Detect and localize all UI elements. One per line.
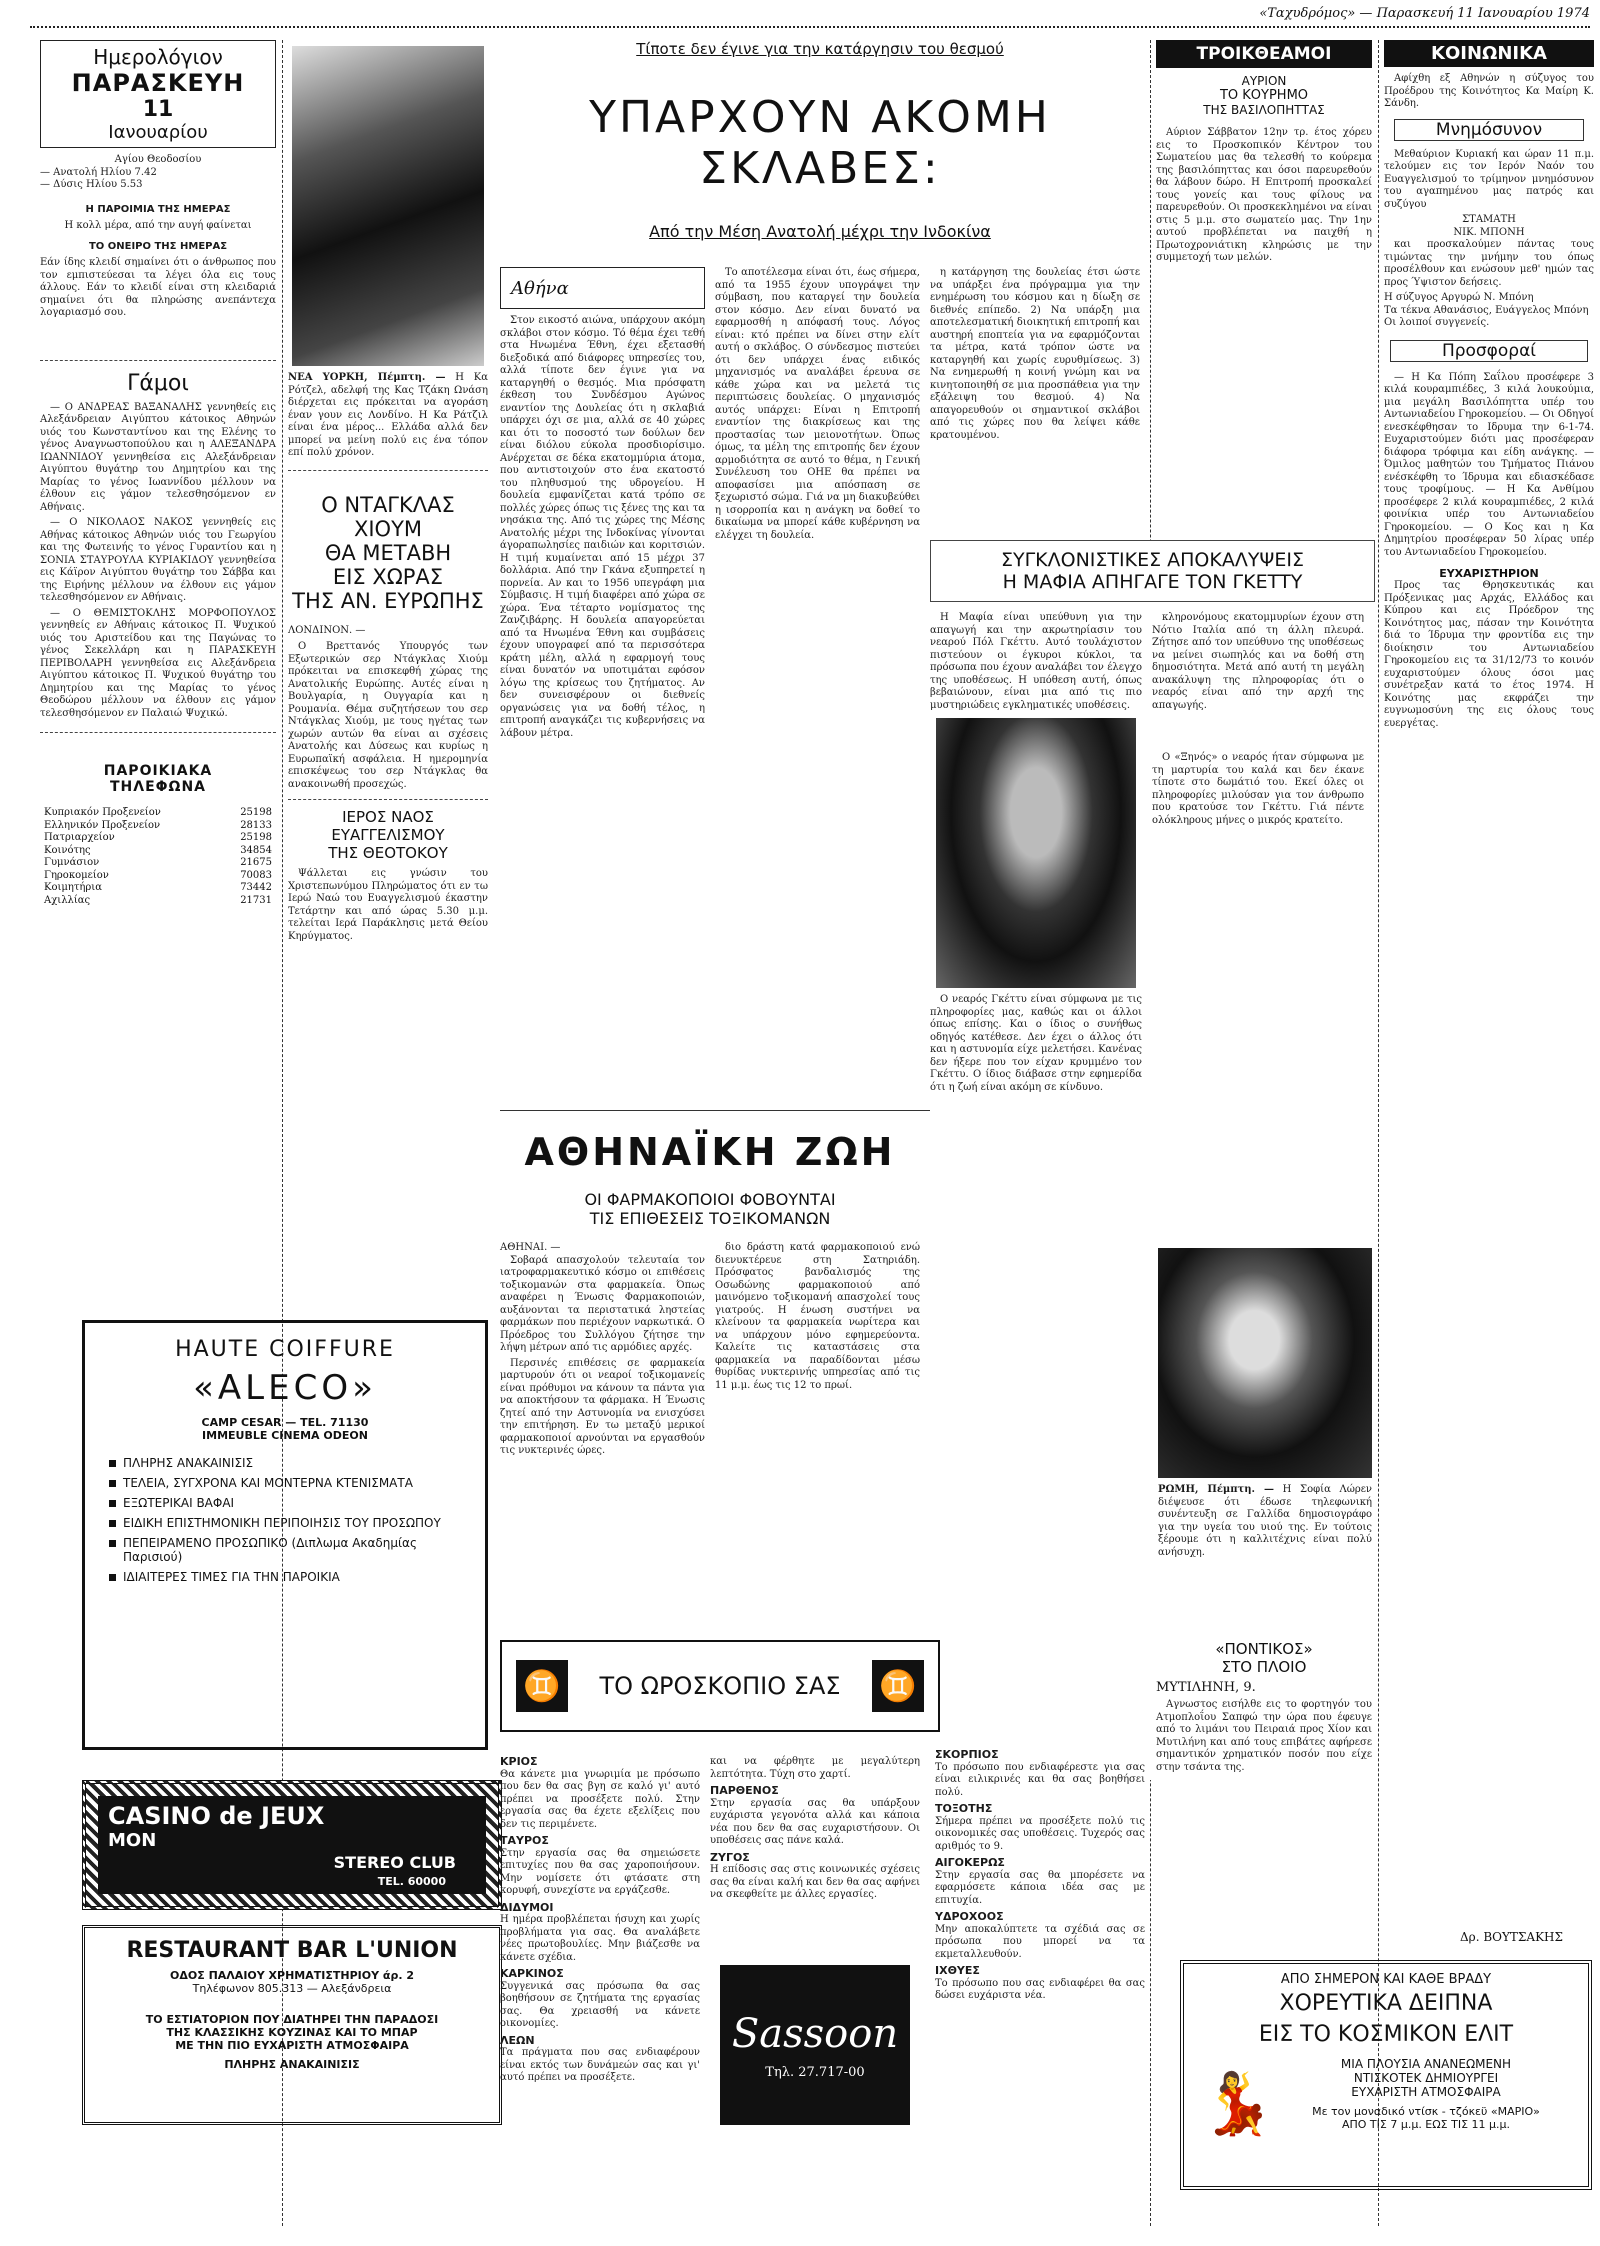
sign-heading: ΚΡΙΟΣ: [500, 1755, 538, 1768]
sign-heading: ΛΕΩΝ: [500, 2033, 535, 2047]
nyc-caption: [288, 372, 488, 460]
athens-life: [500, 1130, 920, 1456]
theater-line: ΤΗΣ ΒΑΣΙΛΟΠΗΤΤΑΣ: [1203, 103, 1325, 117]
church-title: ΕΥΑΓΓΕΛΙΣΜΟΥ: [331, 826, 445, 844]
main-col-2: [715, 267, 920, 743]
horoscope-title: ΤΟ ΩΡΟΣΚΟΠΙΟ ΣΑΣ: [599, 1672, 841, 1700]
xiouk-title: Ο ΝΤΑΓΚΛΑΣ: [321, 492, 455, 517]
memorial-signed: Οι λοιποί συγγενείς.: [1384, 317, 1490, 328]
memorial-body: [1384, 149, 1594, 330]
divider: [288, 470, 488, 471]
getty-photo: [936, 718, 1136, 988]
aleco-service: ΤΕΛΕΙΑ, ΣΥΓΧΡΟΝΑ ΚΑΙ ΜΟΝΤΕΡΝΑ ΚΤΕΝΙΣΜΑΤΑ: [105, 1476, 465, 1490]
divider: [288, 799, 488, 800]
mafia-text: [1152, 612, 1364, 712]
divider: [40, 732, 276, 733]
church-title: ΤΗΣ ΘΕΟΤΟΚΟΥ: [328, 844, 448, 862]
sign-text: Θα κάνετε μια γνωριμία με πρόσωπο που δεν θα σας βγη σε καλό γι' αυτό πρέπει να προσέξετε πολύ. Στην εργασία σας θα έχετε εξελίξεις που δεν τις περιμένετε.: [500, 1768, 700, 1830]
sassoon-brand: Sassoon: [731, 2010, 899, 2057]
phone-number: 34854: [240, 844, 272, 856]
aleco-service: ΕΙΔΙΚΗ ΕΠΙΣΤΗΜΟΝΙΚΗ ΠΕΡΙΠΟΙΗΣΙΣ ΤΟΥ ΠΡΟΣΩΠΟΥ: [105, 1516, 465, 1530]
pontic-subtitle: ΣΤΟ ΠΛΟΙΟ: [1221, 1658, 1307, 1676]
horoscope-banner: [500, 1640, 940, 1732]
athens-para: Σοβαρά απασχολούν τελευταία τον ιατροφαρμακευτικό κόσμο οι επιθέσεις τοξικομανών στα φαρμακεία. Όπως αναφέρει η Ένωσις Φαρμακοποιών, αυξάνονται τα περιστατικά ληστείας φαρμάκων που περιέχουν ναρκωτικά. Ο Πρόεδρος του Συλλόγου ζήτησε την λήψη μέτρων από τις αρμόδιες αρχές.: [500, 1254, 705, 1353]
memorial-heading: Μνημόσυνον: [1394, 119, 1584, 141]
restaurant-line: ΤΟ ΕΣΤΙΑΤΟΡΙΟΝ ΠΟΥ ΔΙΑΤΗΡΕΙ ΤΗΝ ΠΑΡΑΔΟΣΙ: [145, 2013, 439, 2026]
sign-text: Η επίδοσις σας στις κοινωνικές σχέσεις σας θα είναι καλή και δεν θα σας αφήνει να σκεφθείτε με άλλες εργασίες.: [710, 1864, 920, 1900]
column-rule: [1378, 40, 1379, 2226]
sign-text: Το πρόσωπο που σας ενδιαφέρει θα σας δώσει ευχάριστα νέα.: [935, 1977, 1145, 2001]
phones-list: [40, 807, 276, 907]
second-column: [288, 40, 488, 1300]
memorial-text: Μεθαύριον Κυριακή και ώραν 11 π.μ. τελούμεν εις τον Ιερόν Ναόν του Ευαγγελισμού το τρίμηνον μνημόσυνον του αγαπημένου μας πατρός και συζύγου: [1384, 148, 1594, 210]
athens-col-2: [715, 1242, 920, 1461]
sign-text: και να φέρθητε με μεγαλύτερη λεπτότητα. Τύχη στο χαρτί.: [710, 1756, 920, 1780]
marriages-title: Γάμοι: [127, 370, 189, 396]
main-col2-para: Το αποτέλεσμα είναι ότι, έως σήμερα, από τα 1955 έχουν υπογράψει την σύμβαση, που καταργεί την δουλεία στον κόσμο. Δεν είναι δυνατό να εφαρμοσθή η απόφασή τους. Λόγος είναι: κτό πρέπει να δίνει στην ελίτ αυτή ο σκλάβος. Ο σύνδεσμος πιστεύει ότι δεν υπάρχει ένας ειδικός μηχανισμός να αναλάβει έρευνα σε κάθε χώρα και να μελετά τις περιπτώσεις δουλείας. Ο μηχανισμός αυτός υπάρχει: Είναι η Επιτροπή εναντίον της διακρίσεως και της προστασίας των μειονοτήτων. Όπως όμως, τα μέλη της επιτροπής δεν έχουν αρμοδιότητα σε αυτό το θέμα, η Γενική Συνέλευση του ΟΗΕ θα πρέπει να αποφασίσει μια απόσπαση σε ξεχωριστό σώμα. Γιά να μη διακυβεύθει η ισορροπία και η ανάγκη να δοθεί το δικαίωμα να μπορεί κάθε κυβέρνηση να ελέγχει τη δουλεία.: [715, 267, 920, 541]
mafia-headline: ΣΥΓΚΛΟΝΙΣΤΙΚΕΣ ΑΠΟΚΑΛΥΨΕΙΣ: [1000, 549, 1305, 571]
donations-title: Προσφοραί: [1390, 340, 1588, 362]
phone-name: Πατριαρχείον: [44, 832, 115, 843]
memorial-name: ΣΤΑΜΑΤΗ: [1462, 214, 1516, 225]
nyc-caption-heading: ΝΕΑ ΥΟΡΚΗ, Πέμπτη. —: [288, 372, 446, 383]
athens-headline: ΟΙ ΦΑΡΜΑΚΟΠΟΙΟΙ ΦΟΒΟΥΝΤΑΙ: [584, 1190, 836, 1209]
sign-text: Μην αποκαλύπτετε τα σχέδιά σας σε πρόσωπα που μπορεί να τα εκμεταλλευθούν.: [935, 1923, 1145, 1960]
athens-para: Περσινές επιθέσεις σε φαρμακεία μαρτυρούν ότι οι νεαροί τοξικομανείς είναι πρόθυμοι να κάνουν τα πάντα για να αποκτήσουν τα φάρμακα. Η Ένωσις ζητεί από την Αστυνομία να ενισχύσει την επιτήρηση. Εν τω μεταξύ μερικοί φαρμακοποιοί αρνούνται να εργασθούν τις νυκτερινές ώρες.: [500, 1357, 705, 1456]
athens-headline: ΤΙΣ ΕΠΙΘΕΣΕΙΣ ΤΟΞΙΚΟΜΑΝΩΝ: [589, 1209, 831, 1228]
sign-heading: ΤΟΞΟΤΗΣ: [935, 1802, 993, 1815]
theater-column: [1156, 40, 1372, 540]
mafia-text: [930, 994, 1142, 1094]
horoscope-col-1: [500, 1752, 700, 2172]
calendar-date-num: 11: [142, 97, 174, 122]
xiouk-title: ΘΑ ΜΕΤΑΒΗ: [324, 540, 452, 565]
loren-photo: [1158, 1248, 1372, 1478]
marriage-item: — Ο ΝΙΚΟΛΑΟΣ ΝΑΚΟΣ γεννηθείς εις Αθήνας κάτοικος Αθηνών υιός του Γεωργίου και της Φωτεινής το γένος Γυραντίου και η ΣΟΝΙΑ ΣΤΑΥΡΟΥΛΑ ΚΥΡΙΑΚΙΔΟΥ γεννηθείσα εις Κάϊρον Αιγύπτου θυγάτηρ του Σάββα και της Ειρήνης μέλλουν να έλθουν εις γάμον τελεσθησόμενον εν Αθήναις.: [40, 517, 276, 603]
aleco-address2: IMMEUBLE CINEMA ODEON: [202, 1429, 368, 1442]
phone-name: Ελληνικόν Προξενείον: [44, 819, 161, 831]
xiouk-title: ΧΙΟΥΜ: [353, 516, 423, 541]
athens-columns: [500, 1242, 920, 1461]
mafia-text: [930, 612, 1142, 712]
pontic-dateline: ΜΥΤΙΛΗΝΗ, 9.: [1156, 1680, 1256, 1695]
sign-text: Η ημέρα προβλέπεται ήσυχη και χωρίς προβλήματα για σας. Θα αναλάβετε νέες πρωτοβουλίες. Μην βιάζεσθε να κάνετε σχέδια.: [500, 1914, 700, 1963]
calendar-details: [40, 154, 276, 320]
donations-signature: Δρ. ΒΟΥΤΣΑΚΗΣ: [1460, 1930, 1563, 1944]
thanks-text: Προς τας Θρησκευτικάς και Πρόξενικας μας Αρχάς, Ελλάδος και Κύπρου και εις Πρόεδρον της Κοινότητος μας, πάσαν την Κοινότητα διά το Ίδρυμα την φροντίδα εις την διοίκησιν του Αντωνιαδείου Γηροκομείου εις τα 31/12/73 το κοινόν ευχαριστούμεν όλους όσοι μας συνέτρεξαν κατά το έτος 1974. Η Κοινότης μας εκφράζει την ευγνωμοσύνη της εις όλους τους ευεργέτας.: [1384, 580, 1594, 729]
memorial-signed: Η σύζυγος Αργυρώ Ν. Μπόνη: [1384, 292, 1534, 303]
mafia-para: Ο «Ξηνός» ο νεαρός ήταν σύμφωνα με τη μαρτυρία του καλά και δεν έκανε τίποτε στο δωμάτιό του. Εκεί όλες οι πληροφορίες μιλούσαν για τον άνθρωπο που κρατούσε τον Γκέττυ. Γιά πέντε ολόκληρους μήνες ο μικρός κρατείτο.: [1152, 752, 1364, 826]
loren-caption: [1158, 1484, 1372, 1559]
restaurant-line: ΜΕ ΤΗΝ ΠΙΟ ΕΥΧΑΡΙΣΤΗ ΑΤΜΟΣΦΑΙΡΑ: [175, 2039, 409, 2052]
elite-line: ΕΥΧΑΡΙΣΤΗ ΑΤΜΟΣΦΑΙΡΑ: [1351, 2085, 1501, 2099]
casino-ad: [82, 1780, 502, 1910]
sign-text: Συγγενικά σας πρόσωπα θα σας βοηθήσουν σε ζητήματα της εργασίας σας. Θα χρειασθή να κάνετε οικονομίες.: [500, 1980, 700, 2029]
loren-caption-heading: ΡΩΜΗ, Πέμπτη. —: [1158, 1484, 1274, 1495]
sign-heading: ΥΔΡΟΧΟΟΣ: [935, 1910, 1004, 1923]
athens-col-1: [500, 1242, 705, 1461]
main-col1-para: Στον εικοστό αιώνα, υπάρχουν ακόμη σκλάβοι στον κόσμο. Τό θέμα έχει τεθή στα Ηνωμένα Έθνη, έχει εξετασθή διεξοδικά από διάφορες υπηρεσίες του, αλλά τίποτε δεν έγινε για να καταργηθή ο θεσμός. Μια πρόσφατη έκθεση του Συνδέσμου Αγώνος εναντίον της Δουλείας ότι η σκλαβιά υπάρχει όχι σε μια, αλλά σε 40 χώρες και ότι το ποσοστό των δούλων δεν είναι διόλου εύκολα προσδιορίσιμο. Ανέρχεται σε δέκα εκατομμύρια άτομα, που αντιστοιχούν στο ένα εκατοστό του πληθυσμού της υδρογείου. Η δουλεία εμφανίζεται κατά τρόπο σε πολλές χώρες όπως τις ξένες της και τα νησάκια της. Από τις χώρες της Μέσης Ανατολής μέχρι της Ινδοκίνας γίνονται άγοραπωλησίες παιδιών και κοριτσιών. Η τιμή κυμαίνεται από 15 μέχρι 37 δολλάρια. Από την Γκάνα εξυπηρετεί η πορνεία. Αν και το 1956 υπεγράφη μια Σύμβασις. Η τιμή διαφέρει από χώρα σε χώρα. Ένα τέταρτο νομίσματος της Ζανζιβάρης. Η δουλεία απαγορεύεται από τα Ηνωμένα Έθνη και συμβάσεις έχουν υπογραφεί από τα περισσότερα κράτη μέλη, αλλά η εφαρμογή τους είναι δυνατόν να υποτιμάται εφόσον λόγω της κρίσεως του ζητήματος. Αν δεν συνεισφέρουν οι διεθνείς οργανώσεις για να δοθή τέλος, η επιτροπή αναγκάζει τις κυβερνήσεις να λάβουν μέτρα.: [500, 315, 705, 739]
sassoon-ad: [720, 1965, 910, 2125]
sign-text: Τα πράγματα που σας ενδιαφέρουν είναι εκτός των δυνάμεών σας και γι' αυτό πρέπει να προσέξετε.: [500, 2047, 700, 2083]
phone-number: 21731: [240, 894, 272, 906]
xiouk-title: ΕΙΣ ΧΩΡΑΣ: [332, 564, 444, 589]
elite-ad: [1180, 1960, 1592, 2190]
aleco-address: CAMP CESAR — TEL. 71130: [201, 1416, 369, 1429]
main-kicker: Τίποτε δεν έγινε για την κατάργησιν του θεσμού: [636, 40, 1004, 58]
restaurant-title: RESTAURANT BAR L'UNION: [126, 1938, 458, 1963]
gemini-icon: ♊: [872, 1660, 924, 1712]
aleco-ad: [82, 1320, 488, 1750]
marriage-item: — Ο ΘΕΜΙΣΤΟΚΛΗΣ ΜΟΡΦΟΠΟΥΛΟΣ γεννηθείς εν Αθήναις κάτοικος Π. Ψυχικού υιός του Αριστείδου και της Παγώνας το γένος Σεκελλάρη και η ΠΑΡΑΣΚΕΥΗ ΠΕΡΙΒΟΛΑΡΗ γεννηθείσα εις Αλεξάνδρεια Αιγύπτου κάτοικος Π. Ψυχικού θυγάτηρ του Δημητρίου και της Μαρίας το γένος Θεοδώρου μέλλουν να έλθουν εις γάμον τελεσθησόμενον εν Παλαιώ Ψυχικώ.: [40, 607, 276, 719]
phone-number: 70083: [240, 869, 272, 881]
restaurant-tel: Τηλέφωνον 805.313 — Αλεξάνδρεια: [192, 1982, 392, 1995]
social-title: ΚΟΙΝΩΝΙΚΑ: [1384, 40, 1594, 67]
calendar-month: Ιανουαρίου: [108, 122, 208, 143]
aleco-brand: «ALECO»: [193, 1368, 377, 1408]
masthead-rule: [30, 26, 1590, 28]
main-col3-text: [930, 267, 1140, 442]
athens-dateline: ΑΘΗΝΑΙ. —: [500, 1242, 561, 1253]
sign-heading: ΑΙΓΟΚΕΡΩΣ: [935, 1856, 1005, 1869]
thanks-body: [1384, 580, 1594, 730]
phone-name: Αχιλλίας: [44, 894, 91, 906]
sunset: — Δύσις Ηλίου 5.53: [40, 179, 143, 190]
sign-text: Στην εργασία σας θα υπάρξουν ευχάριστα γεγονότα αλλά και κάποια νέα που δεν θα σας ευχαριστήσουν. Οι υποθέσεις σας πάνε καλά.: [710, 1797, 920, 1846]
phone-number: 25198: [240, 807, 272, 818]
sign-heading: ΔΙΔΥΜΟΙ: [500, 1900, 554, 1914]
phone-row: [44, 895, 272, 908]
theater-line: ΤΟ ΚΟΥΡΗΜΟ: [1219, 88, 1309, 103]
sign-heading: ΙΧΘΥΕΣ: [935, 1964, 980, 1977]
phone-row: [44, 832, 272, 845]
casino-club: STEREO CLUB: [333, 1853, 456, 1872]
calendar-box: [40, 40, 276, 148]
mafia-para: κληρονόμους εκατομμυρίων έχουν στη Νότιο Ιταλία από τη άλλη πλευρά. Ζήτησε από τον υπεύθυνο της υποθέσεως να μείνει σιωπηλός και να δοθή στη δημοσιότητα. Μετά από αυτή τη μεγάλη ανακάλυψη της πληροφορίας ότι ο νεαρός είναι από την αρχή της απαγωγής.: [1152, 612, 1364, 711]
phone-number: 25198: [240, 832, 272, 843]
xiouk-dateline: ΛΟΝΔΙΝΟΝ. —: [288, 624, 366, 636]
casino-panel: [98, 1796, 486, 1894]
proverb-text: Η κολλ μέρα, από την αυγή φαίνεται: [64, 220, 252, 231]
aleco-title: HAUTE COIFFURE: [175, 1337, 395, 1362]
calendar-day: ΠΑΡΑΣΚΕΥΗ: [71, 69, 245, 97]
saint-name: Αγίου Θεοδοσίου: [114, 154, 202, 165]
aleco-service: ΙΔΙΑΙΤΕΡΕΣ ΤΙΜΕΣ ΓΙΑ ΤΗΝ ΠΑΡΟΙΚΙΑ: [105, 1570, 465, 1584]
main-col-1: [500, 267, 705, 743]
dream-heading: ΤΟ ΟΝΕΙΡΟ ΤΗΣ ΗΜΕΡΑΣ: [88, 240, 228, 252]
phone-number: 28133: [240, 819, 272, 831]
sign-heading: ΤΑΥΡΟΣ: [500, 1834, 549, 1847]
phone-row: [44, 845, 272, 858]
main-col2-text: [715, 267, 920, 542]
phone-name: Κυπριακόν Προξενείον: [44, 807, 161, 818]
elite-top: ΑΠΟ ΣΗΜΕΡΟΝ ΚΑΙ ΚΑΘΕ ΒΡΑΔΥ: [1280, 1972, 1492, 1987]
mafia-para: Ο νεαρός Γκέττυ είναι σύμφωνα με τις πληροφορίες μας, καθώς και οι άλλοι όπως επίσης. Και ο ίδιος ο συνήθως οδηγός κατέθεσε. Δεν έχει ο άλλος ότι και η αστυνομία είχε μελετήσει. Κανένας δεν ήξερε που τον είχαν κρυμμένο τον Γκέττυ. Ο ίδιος διάβασε στην εφημερίδα ότι η ζωή είναι ακόμη σε κίνδυνο.: [930, 994, 1142, 1093]
sassoon-tel: Τηλ. 27.717-00: [765, 2064, 865, 2080]
sign-text: Σήμερα πρέπει να προσέξετε πολύ τις οικονομικές σας υποθέσεις. Τυχερός σας αριθμός το 9.: [935, 1815, 1145, 1852]
theater-text: Αύριον Σάββατον 12ην τρ. έτος χόρευ εις το Προσκοπικόν Κέντρον του Σωματείου μας θα τελεσθή το κούρεμα της βασιλόπηττας και όσοι παρευρεθούν θα λάβουν δώρο. Η Επιτροπή προσκαλεί τους γονείς και τους φίλους να παρευρεθούν. Οι προσκεκλημένοι να είναι στις 5 μ.μ. στο σωματείο μας. Την 1ην αυτού προβλέπεται να παιχθή η Πρωτοχρονιάτικη κληρώσις με την συμμετοχή των μελών.: [1156, 127, 1372, 263]
sign-text: Το πρόσωπο που ενδιαφέρεστε για σας είναι ειλικρινές και θα σας βοηθήσει πολύ.: [935, 1761, 1145, 1798]
pontic-text: Αγνωστος εισήλθε εις το φορτηγόν του Ατμοπλοΐου Σαπφώ την ώρα που έφευγε από το λιμάνι του Πειραιά προς Χίον και Μυτιλήνη και από τους επιβάτες αφήρεσε σημαντικόν χρηματικόν ποσόν που είχε στην τσάντα της.: [1156, 1699, 1372, 1773]
aleco-service: ΠΛΗΡΗΣ ΑΝΑΚΑΙΝΙΣΙΣ: [105, 1456, 465, 1470]
restaurant-address: ΟΔΟΣ ΠΑΛΑΙΟΥ ΧΡΗΜΑΤΙΣΤΗΡΙΟΥ άρ. 2: [170, 1969, 414, 1982]
sign-heading: ΣΚΟΡΠΙΟΣ: [935, 1748, 999, 1761]
phone-row: [44, 820, 272, 833]
horoscope-col-3: [935, 1745, 1145, 2135]
phone-row: [44, 882, 272, 895]
main-col3-para: η κατάργηση της δουλείας έτσι ώστε να υπάρξει ένα πρόγραμμα για την ενημέρωση του κόσμου και η δίωξη σε διεθνές επίπεδο. 2) Να υπάρξη μια αποτελεσματική διοικητική επιτροπή και αυστηρή εποπτεία για να εφαρμόζονται τα μέτρα, κατά τρόπον ώστε να καταργηθή και χωρίς ευρυθμίσεως. 3) Να ενημερωθή η κοινή γνώμη και να κινητοποιηθή σε μια προσπάθεια για την εξάλειψη του θεσμού. 4) Να απαγορευθούν οι σημαντικοί σκλάβοι από τις χώρες που θα λείψει κάθε κρατουμένου.: [930, 267, 1140, 441]
casino-tel: TEL. 60000: [377, 1875, 446, 1888]
athens-banner: ΑΘΗΝΑΪΚΗ ΖΩΗ: [524, 1130, 896, 1174]
xiouk-headline-box: [288, 485, 488, 621]
elite-venue: ΕΙΣ ΤΟ ΚΟΣΜΙΚΟΝ ΕΛΙΤ: [1258, 2022, 1514, 2047]
athens-para: διο δράστη κατά φαρμακοποιού ενώ διενυκτέρευε στη Σατηριάδη. Πρόσφατος βανδαλισμός της Οσωδώνης φαρμακοποιού από μαινόμενο τοξικομανή απασχολεί τους γιατρούς. Η ένωση συστήνει να κλείνουν τα φαρμακεία νωρίτερα και να υπάρχουν μόνο εφημερεύοντα. Καλείτε τις καταστάσεις στα φαρμακεία να παραδίδονται μέσω θυρίδας νυκτερινής υπηρεσίας από τις 11 μ.μ. έως τις 12 το πρωί.: [715, 1242, 920, 1391]
memorial-name: ΝΙΚ. ΜΠΟΝΗ: [1453, 226, 1525, 238]
thanks-heading: ΕΥΧΑΡΙΣΤΗΡΙΟΝ: [1439, 567, 1539, 580]
phone-number: 73442: [240, 882, 272, 893]
donations-body: [1384, 372, 1594, 560]
mafia-article: [930, 540, 1375, 1780]
phones-title: ΠΑΡΟΙΚΙΑΚΑ ΤΗΛΕΦΩΝΑ: [103, 763, 213, 795]
xiouk-body: [288, 625, 488, 792]
main-subhead: Από την Μέση Ανατολή μέχρι την Ινδοκίνα: [649, 222, 991, 241]
phone-name: Γυμνάσιον: [44, 857, 100, 868]
theater-title: ΤΡΟΙΚΘΕΑΜΟΙ: [1156, 40, 1372, 68]
main-headline: ΥΠΑΡΧΟΥΝ ΑΚΟΜΗ ΣΚΛΑΒΕΣ:: [589, 92, 1051, 194]
sign-text: Στην εργασία σας θα μπορέσετε να εφαρμόσετε κάποια ιδέα σας με επιτυχία.: [935, 1869, 1145, 1906]
memorial-text: και προσκαλούμεν πάντας τους τιμώντας την μνήμην του όπως προσέλθουν και ενώσουν μεθ' ημών τας προς Ύψιστον δεήσεις.: [1384, 239, 1594, 288]
restaurant-line: ΤΗΣ ΚΛΑΣΣΙΚΗΣ ΚΟΥΖΙΝΑΣ ΚΑΙ ΤΟ ΜΠΑΡ: [166, 2026, 418, 2039]
sunrise: — Ανατολή Ηλίου 7.42: [40, 166, 157, 178]
sign-heading: ΚΑΡΚΙΝΟΣ: [500, 1967, 564, 1980]
nyc-photo: [292, 46, 484, 366]
memorial-signed: Τα τέκνα Αθανάσιος, Ευάγγελος Μπόνη: [1384, 304, 1589, 316]
aleco-service: ΕΞΩΤΕΡΙΚΑΙ ΒΑΦΑΙ: [105, 1496, 465, 1510]
restaurant-ad: [82, 1925, 502, 2125]
phone-name: Γηροκομείον: [44, 869, 109, 881]
marriage-item: — Ο ΑΝΔΡΕΑΣ ΒΑΞΑΝΑΛΗΣ γεννηθείς εις Αλεξάνδρειαν Αιγύπτου κάτοικος Αθηνών υιός του Κωνσταντίνου και της Ελένης το γένος Αναγνωστοπούλου και η ΑΛΕΞΑΝΔΡΑ ΙΩΑΝΝΙΔΟΥ γεννηθείσα εις Αλεξάνδρειαν Αιγύπτου θυγάτηρ του Δημητρίου και της Μαρίας το γένος Ιωαννίδου μέλλουν να έλθουν εις γάμον τελεσθησόμενον εν Αθήναις.: [40, 401, 276, 513]
casino-title: CASINO de JEUX: [108, 1802, 325, 1830]
xiouk-text: Ο Βρεττανός Υπουργός των Εξωτερικών σερ Ντάγκλας Χιούμ πρόκειται να επισκεφθή χώρας της Ανατολικής Ευρώπης. Αυτές είναι η Βουλγαρία, η Ουγγαρία και η Ρουμανία. Θέμα συζητήσεων του σερ Ντάγκλας Χιούμ, με τους ηγέτας των χωρών αυτών θα είναι αι σχέσεις Ανατολής και Δύσεως και κυρίως η Ευρωπαϊκή ασφάλεια. Η ημερομηνία επισκέψεως του σερ Ντάγκλας θα ανακοινωθή προσεχώς.: [288, 641, 488, 790]
calendar-title: Ημερολόγιον: [93, 45, 223, 69]
mafia-text: [1152, 752, 1364, 827]
masthead: «Ταχυδρόμος» — Παρασκευή 11 Ιανουαρίου 1974: [1259, 6, 1590, 21]
elite-line: ΜΙΑ ΠΛΟΥΣΙΑ ΑΝΑΝΕΩΜΕΝΗ: [1340, 2057, 1512, 2071]
main-col1-text: [500, 315, 705, 740]
elite-line: ΑΠΟ ΤΙΣ 7 μ.μ. ΕΩΣ ΤΙΣ 11 μ.μ.: [1341, 2118, 1511, 2131]
donations-text: — Η Κα Πόπη Σαΐλου προσέφερε 3 κιλά κουραμπιέδες, 3 κιλά λουκούμια, μια μεγάλη Βασιλόπηττα υπέρ του Αντωνιαδείου Γηροκομείου. — Οι Οδηγοί ενεσκέφθησαν το Ιδρυμα την 6-1-74. Ευχαριστούμεν διότι μας προσέφεραν διάφορα τρόφιμα και είδη ανάγκης. — Όμιλος μαθητών του Τμήματος Πιάνου ενέσκέφθη το Ίδρυμα και εδιασκέδασε τους τροφίμους. — Η Κα Ανθίμου προσέφερε 2 κιλά κουραμπιέδες, 2 κιλά φοινίκια υπέρ του Αντωνιαδείου Γηροκομείου. — Ο Κος και η Κα Δημητρίου προσέφεραν 50 λίρας υπέρ του Αντωνιαδείου Γηροκομείου.: [1384, 371, 1594, 558]
mafia-headline-box: [930, 540, 1375, 602]
sign-heading: ΖΥΓΟΣ: [710, 1850, 750, 1864]
theater-line: ΑΥΡΙΟΝ: [1241, 74, 1287, 88]
social-column: [1384, 40, 1594, 1110]
church-text: Ψάλλεται εις γνώσιν του Χριστεπωνύμου Πληρώματος ότι εν τω Ιερώ Ναώ του Ευαγγελισμού έκαστην Τετάρτην και από ώρας 5.30 μ.μ. τελείται Ιερά Παράκλησις μετά Θείου Κηρύγματος.: [288, 868, 488, 942]
pontic-title: «ΠΟΝΤΙΚΟΣ»: [1215, 1640, 1313, 1658]
dancer-icon: 💃: [1200, 2069, 1275, 2139]
pontic-body: [1156, 1699, 1372, 1774]
loren-caption-text: Η Σοφία Λώρεν διέψευσε ότι έδωσε τηλεφωνική συνέντευξη σε Γαλλίδα δημοσιογράφο για την υγεία του υιού της. Εν τούτοις ξέρουμε ότι η καλλιτέχνις είναι πολύ ανήσυχη.: [1158, 1484, 1372, 1558]
nyc-caption-text: Η Κα Ρότζελ, αδελφή της Κας Τζάκη Ωνάση διέρχεται εις πρόκειται να αγοράση έναν γουν εις Λονδίνο. Η Κα Ράτζιλ είναι ένα μέρος... Ελλάδα αλλά δεν μπορεί να μείνη πολύ εις ένα τόπον επί πολύ χρόνον.: [288, 372, 488, 458]
phone-row: [44, 807, 272, 820]
phone-name: Κοινότης: [44, 844, 91, 856]
casino-sub: MON: [108, 1830, 157, 1851]
phone-row: [44, 857, 272, 870]
dream-text: Εάν ίδης κλειδί σημαίνει ότι ο άνθρωπος που τον εμπιστεύεσαι τα λέγει όλα εις τους άλλους. Εάν το κλειδί είναι στη κλειδαριά σημαίνει ότι θα πληρώσης ανεπάντεχα λογαριασμό σου.: [40, 257, 276, 318]
horoscope-col-2: [710, 1752, 920, 1952]
divider: [40, 360, 276, 361]
restaurant-line: ΠΛΗΡΗΣ ΑΝΑΚΑΙΝΙΣΙΣ: [224, 2058, 360, 2071]
aleco-services: [105, 1456, 465, 1584]
aleco-service: ΠΕΠΕΙΡΑΜΕΝΟ ΠΡΟΣΩΠΙΚΟ (Διπλωμα Ακαδημίας Παρισιού): [105, 1536, 465, 1564]
social-item: [1384, 73, 1594, 111]
mafia-headline: Η ΜΑΦΙΑ ΑΠΗΓΑΓΕ ΤΟΝ ΓΚΕΤΤΥ: [1002, 571, 1303, 593]
proverb-heading: Η ΠΑΡΟΙΜΙΑ ΤΗΣ ΗΜΕΡΑΣ: [85, 203, 231, 215]
gemini-icon: ♊: [516, 1660, 568, 1712]
elite-title: ΧΟΡΕΥΤΙΚΑ ΔΕΙΠΝΑ: [1279, 1991, 1493, 2016]
marriages-list: [40, 402, 276, 721]
elite-line: ΝΤΙΣΚΟΤΕΚ ΔΗΜΙΟΥΡΓΕΙ: [1353, 2071, 1499, 2085]
elite-line: Με τον μοναδικό ντίσκ - τζόκεϋ «ΜΑΡΙΟ»: [1312, 2105, 1540, 2118]
phone-number: 21675: [240, 857, 272, 868]
social-text: Αφίχθη εξ Αθηνών η σύζυγος του Προέδρου της Κοινότητος Κα Μαίρη Κ. Σάνδη.: [1384, 73, 1594, 109]
mafia-col-2: [1152, 612, 1364, 1097]
mafia-col-1: [930, 612, 1142, 1097]
phone-row: [44, 870, 272, 883]
xiouk-title: ΤΗΣ ΑΝ. ΕΥΡΩΠΗΣ: [292, 588, 484, 613]
sign-heading: ΠΑΡΘΕΝΟΣ: [710, 1784, 779, 1797]
mafia-para: Η Μαφία είναι υπεύθυνη για την απαγωγή και την ακρωτηρίασιν του νεαρού Πόλ Γκέττυ. Αυτό τουλάχιστον πιστεύουν οι έγκυροι κύκλοι, τα πρόσωπα που έχουν αναλάβει τον έλεγχο της υποθέσεως. Η υπόθεση αυτή, όπως βεβαιώνουν, είναι μια από τις πιο μυστηριώδεις εγκληματικές υποθέσεις.: [930, 612, 1142, 711]
phone-name: Κοιμητήρια: [44, 882, 102, 893]
sign-text: Στην εργασία σας θα σημειώσετε επιτυχίες που θα σας χαροποιήσουν. Μην νομίσετε ότι φτάσατε στη κορυφή, συνεχίστε να εργάζεσθε.: [500, 1847, 700, 1896]
theater-body: [1156, 127, 1372, 265]
church-body: [288, 868, 488, 943]
mafia-columns: [930, 612, 1375, 1097]
main-label-box: Αθήνα: [500, 267, 705, 309]
church-title: ΙΕΡΟΣ ΝΑΟΣ: [342, 808, 434, 826]
